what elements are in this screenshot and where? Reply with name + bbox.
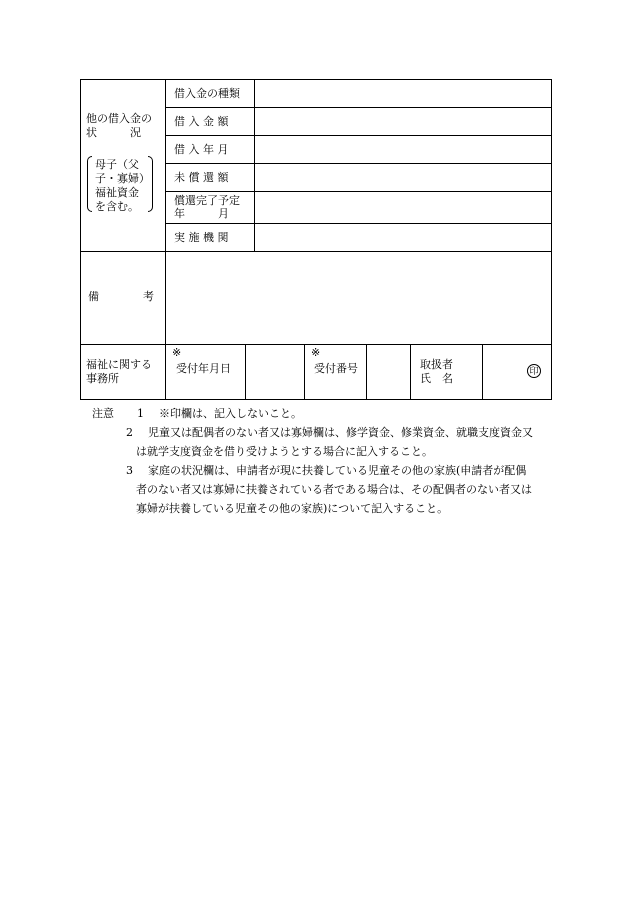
divider: [165, 251, 166, 345]
bracket-note-text: を含む。: [95, 200, 139, 213]
divider: [366, 344, 367, 400]
divider: [165, 223, 552, 224]
divider: [165, 135, 552, 136]
note-text: 児童又は配偶者のない者又は寡婦欄は、修学資金、修業資金、就職支度資金又: [148, 426, 533, 439]
lender-label: 実 施 機 関: [174, 231, 229, 244]
divider: [165, 344, 166, 400]
divider: [410, 344, 411, 400]
divider: [245, 344, 246, 400]
repayment-complete-label: 年 月: [174, 207, 229, 220]
reception-date-mark: ※: [172, 346, 182, 359]
notes-heading: 注意: [92, 407, 114, 420]
note-text: は就学支度資金を借り受けようとする場合に記入すること。: [136, 445, 433, 458]
loan-date-label: 借 入 年 月: [174, 143, 229, 156]
divider: [254, 79, 255, 252]
note-text: 寡婦が扶養している児童その他の家族)について記入すること。: [136, 502, 449, 515]
unpaid-amount-label: 未 償 還 額: [174, 171, 229, 184]
divider: [165, 163, 552, 164]
repayment-complete-label: 償還完了予定: [174, 194, 240, 207]
reception-number-mark: ※: [311, 346, 321, 359]
loan-type-label: 借入金の種類: [174, 87, 240, 100]
office-label: 事務所: [86, 372, 119, 385]
handler-label: 氏 名: [420, 372, 453, 385]
divider: [165, 107, 552, 108]
note-text: ※印欄は、記入しないこと。: [159, 407, 302, 420]
note-text: 家庭の状況欄は、申請者が現に扶養している児童その他の家族(申請者が配偶: [148, 464, 527, 477]
reception-number-label: 受付番号: [314, 362, 358, 375]
divider: [165, 191, 552, 192]
other-loans-heading: 他の借入金の: [86, 112, 152, 125]
note-number: 1: [137, 407, 144, 420]
divider: [482, 344, 483, 400]
remarks-label: 備 考: [88, 290, 154, 303]
note-number: 2: [126, 426, 133, 439]
note-text: 者のない者又は寡婦に扶養されている者である場合は、その配偶者のない者又は: [136, 483, 532, 496]
other-loans-heading: 状 況: [86, 126, 141, 139]
note-number: 3: [126, 464, 133, 477]
seal-icon: 印: [527, 364, 541, 378]
office-label: 福祉に関する: [86, 358, 152, 371]
bracket-note-text: 母子（父: [95, 158, 139, 171]
bracket-note-text: 子・寡婦）: [95, 172, 150, 185]
divider: [304, 344, 305, 400]
loan-amount-label: 借 入 金 額: [174, 115, 229, 128]
bracket-note-text: 福祉資金: [95, 186, 139, 199]
divider: [165, 79, 166, 252]
reception-date-label: 受付年月日: [176, 362, 231, 375]
handler-label: 取扱者: [420, 358, 453, 371]
